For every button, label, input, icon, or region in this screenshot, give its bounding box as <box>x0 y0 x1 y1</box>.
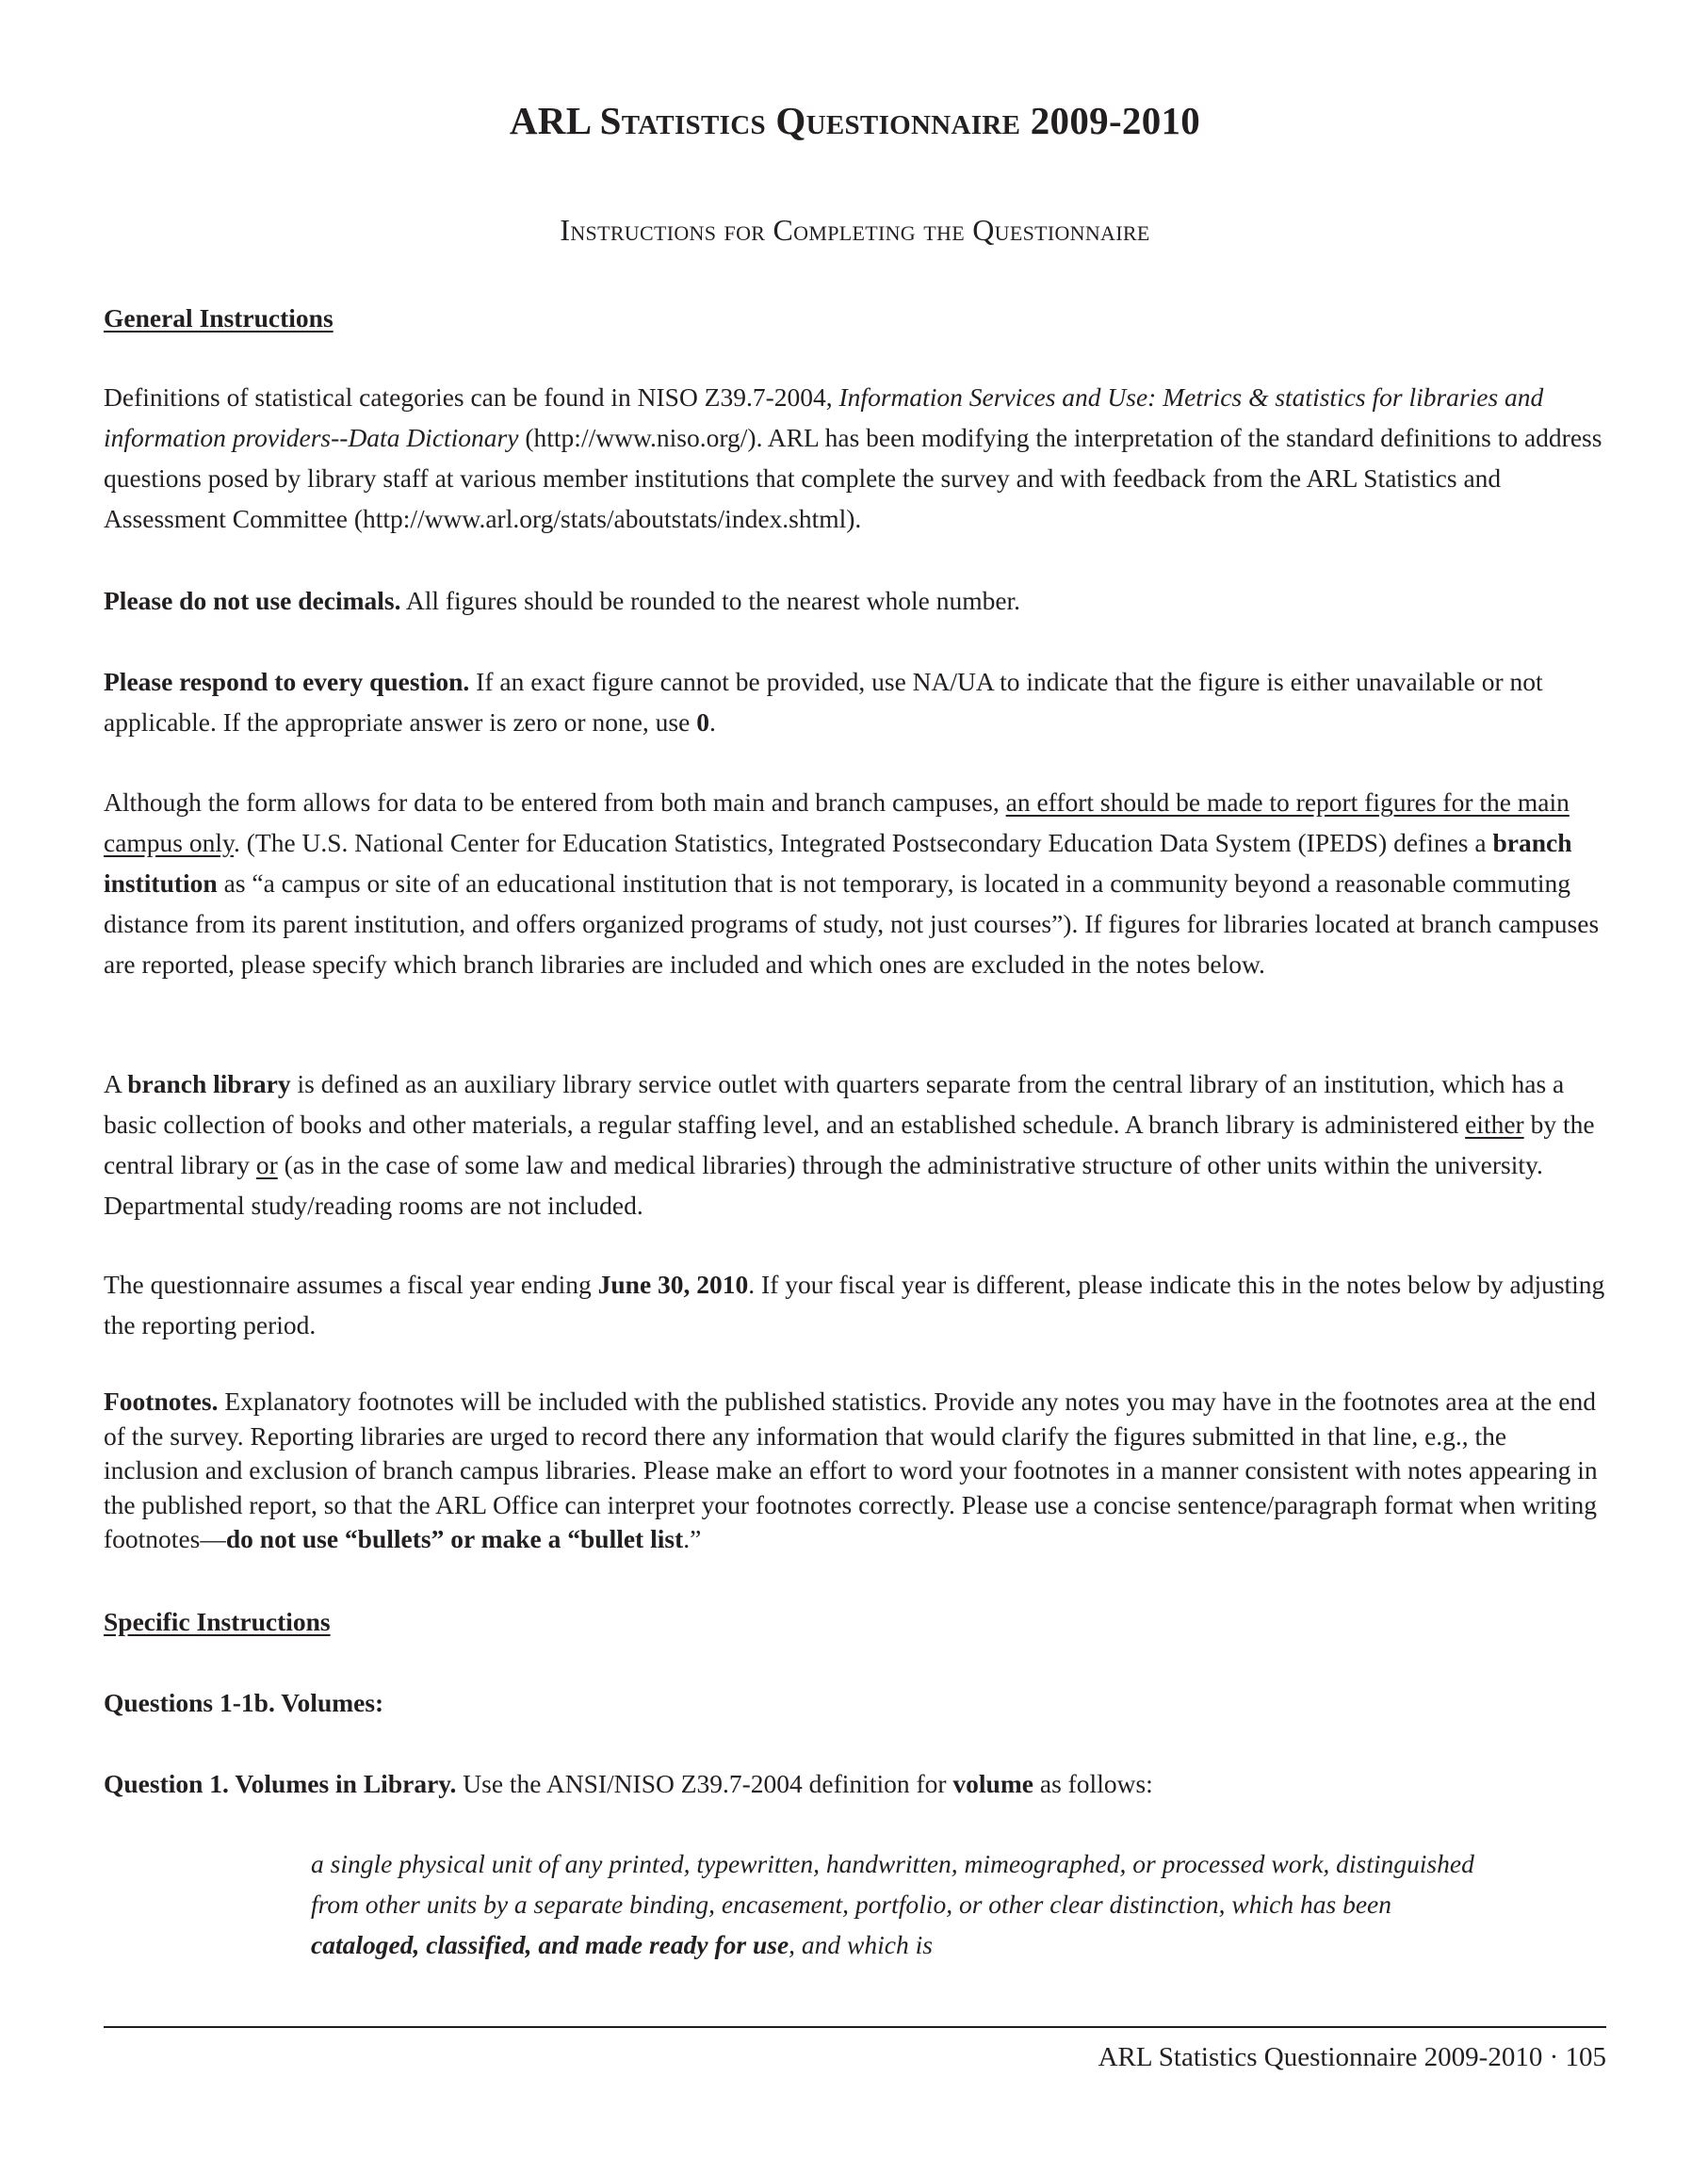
paragraph-respond <box>104 661 1606 742</box>
data-dictionary-title: Information Services and Use: Metrics & statistics for libraries and information providers--Data Dictionary <box>104 382 1544 452</box>
question-1-label: Question 1. Volumes in Library. <box>104 1769 457 1798</box>
text-run: A <box>104 1069 128 1098</box>
document-title: ARL Statistics Questionnaire 2009-2010 <box>509 99 1201 142</box>
fiscal-year-end-date: June 30, 2010 <box>597 1270 749 1299</box>
branch-institution-term: branch institution <box>104 828 1572 898</box>
general-instructions-heading: General Instructions <box>104 303 333 333</box>
text-run: All figures should be rounded to the nearest whole number. <box>400 586 1021 615</box>
or-emphasis: or <box>255 1150 278 1179</box>
text-run: If an exact figure cannot be provided, use NA/UA to indicate that the figure is either unavailable or not applicable. If the appropriate answer is zero or none, use <box>104 667 1543 737</box>
no-bullets-emphasis: do not use “bullets” or make a “bullet list <box>225 1524 684 1553</box>
paragraph-branch-library <box>104 1063 1606 1225</box>
text-run: Although the form allows for data to be entered from both main and branch campuses, <box>104 787 1006 817</box>
decimals-lead: Please do not use decimals. <box>104 586 401 615</box>
text-run: is defined as an auxiliary library service outlet with quarters separate from the central library of an institution, which has a basic collection of books and other materials, a regular staffing level, and an established schedule. A branch library is administered <box>104 1069 1565 1139</box>
paragraph-footnotes <box>104 1385 1606 1557</box>
paragraph-fiscal-year <box>104 1264 1606 1345</box>
footer-divider <box>104 2026 1606 2028</box>
text-run: as follows: <box>1033 1769 1153 1798</box>
text-run: a single physical unit of any printed, typewritten, handwritten, mimeographed, or processed work, distinguished from other units by a separate binding, encasement, portfolio, or other clear distinction, which has been <box>311 1849 1474 1919</box>
text-run: . (The U.S. National Center for Education Statistics, Integrated Postsecondary Education Data System (IPEDS) defines a <box>233 828 1493 857</box>
footnotes-lead: Footnotes. <box>104 1387 219 1416</box>
respond-lead: Please respond to every question. <box>104 667 470 696</box>
volume-definition-quote <box>311 1843 1498 1965</box>
questions-volumes-heading: Questions 1-1b. Volumes: <box>104 1688 384 1717</box>
text-run: . <box>708 707 716 737</box>
page-footer: ARL Statistics Questionnaire 2009-2010 · 105 <box>1098 2042 1606 2072</box>
paragraph-definitions <box>104 377 1606 539</box>
cataloged-emphasis: cataloged, classified, and made ready for use <box>311 1930 789 1959</box>
specific-instructions-heading: Specific Instructions <box>104 1607 331 1636</box>
document-subtitle: Instructions for Completing the Questionnaire <box>560 213 1150 247</box>
question-1-volumes <box>104 1763 1606 1804</box>
text-run: as “a campus or site of an educational institution that is not temporary, is located in a community beyond a reasonable commuting distance from its parent institution, and offers organized programs of study, not just courses”). If figures for libraries located at branch campuses are reported, please specify which branch libraries are included and which ones are excluded in the notes below. <box>104 868 1600 979</box>
text-run: , and which is <box>789 1930 933 1959</box>
text-run: Explanatory footnotes will be included with the published statistics. Provide any notes you may have in the footnotes area at the end of the survey. Reporting libraries are urged to record there any information that would clarify the figures submitted in that line, e.g., the inclusion and exclusion of branch campus libraries. Please make an effort to word your footnotes in a manner consistent with notes appearing in the published report, so that the ARL Office can interpret your footnotes correctly. Please use a concise sentence/paragraph format when writing footnotes— <box>104 1387 1598 1553</box>
text-run: (http://www.niso.org/). ARL has been modifying the interpretation of the standard definitions to address questions posed by library staff at various member institutions that complete the survey and with feedback from the ARL Statistics and Assessment Committee (http://www.arl.org/stats/aboutstats/index.shtml). <box>104 423 1602 533</box>
main-campus-emphasis: an effort should be made to report figures for the main campus only <box>104 787 1570 857</box>
text-run: Use the ANSI/NISO Z39.7-2004 definition for <box>456 1769 953 1798</box>
text-run: by the central library <box>104 1110 1595 1179</box>
zero-value: 0 <box>696 707 709 737</box>
text-run: (as in the case of some law and medical libraries) through the administrative structure of other units within the university. Departmental study/reading rooms are not included. <box>104 1150 1543 1220</box>
text-run: .” <box>683 1524 702 1553</box>
either-emphasis: either <box>1465 1110 1524 1139</box>
paragraph-branch-campuses <box>104 782 1606 984</box>
volume-term: volume <box>952 1769 1033 1798</box>
text-run: Definitions of statistical categories can be found in NISO Z39.7-2004, <box>104 382 839 412</box>
branch-library-term: branch library <box>127 1069 291 1098</box>
text-run: . If your fiscal year is different, please indicate this in the notes below by adjusting the reporting period. <box>104 1270 1605 1339</box>
paragraph-decimals <box>104 580 1606 621</box>
text-run: The questionnaire assumes a fiscal year ending <box>104 1270 598 1299</box>
